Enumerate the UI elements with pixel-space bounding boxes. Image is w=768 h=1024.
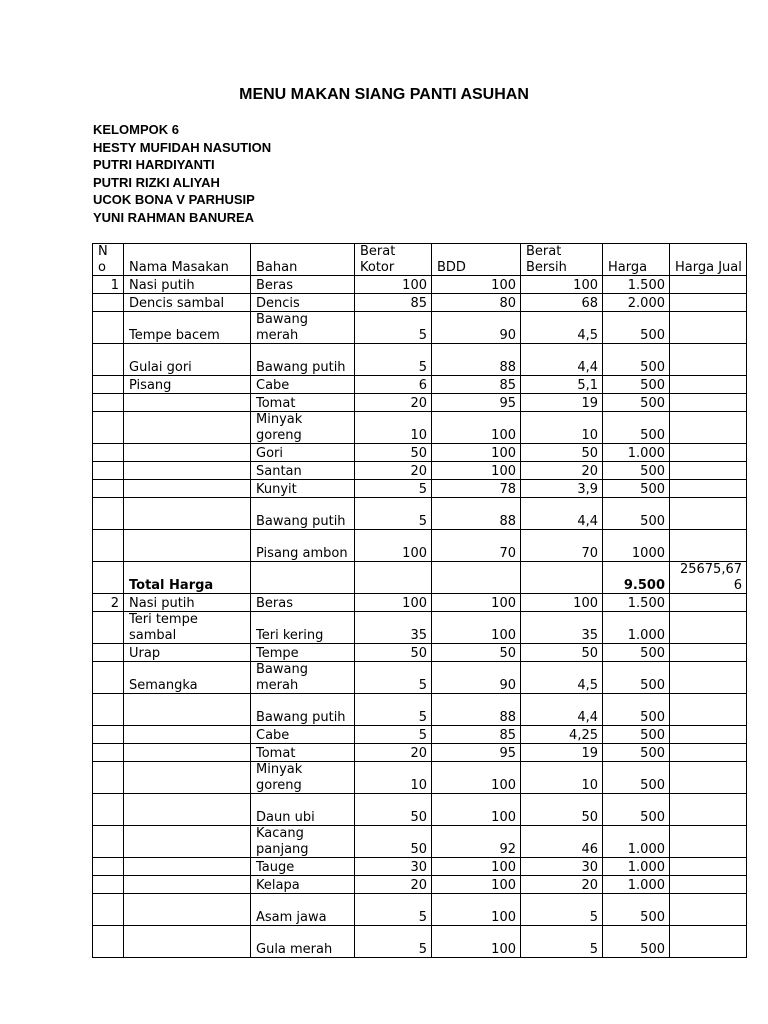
cell-berat-bersih: 5,1 xyxy=(521,376,603,394)
cell-berat-kotor: 5 xyxy=(355,480,432,498)
cell-harga-jual xyxy=(670,726,747,744)
cell-berat-kotor: 5 xyxy=(355,894,432,926)
group-member-list xyxy=(93,121,271,227)
table-row xyxy=(93,826,747,858)
cell-harga: 1.000 xyxy=(603,826,670,858)
cell-no: 1 xyxy=(93,276,124,294)
cell-nama-masakan: Urap xyxy=(124,644,251,662)
cell-bdd: 100 xyxy=(432,594,521,612)
cell-harga: 1.500 xyxy=(603,276,670,294)
cell-bahan: Beras xyxy=(251,276,355,294)
table-row xyxy=(93,530,747,562)
cell-nama-masakan xyxy=(124,412,251,444)
cell-no xyxy=(93,480,124,498)
cell-nama-masakan xyxy=(124,498,251,530)
header-no: N o xyxy=(93,244,124,276)
cell-berat-bersih: 4,4 xyxy=(521,498,603,530)
cell-harga-jual xyxy=(670,744,747,762)
cell-harga: 500 xyxy=(603,376,670,394)
cell-bahan: Teri kering xyxy=(251,612,355,644)
table-row xyxy=(93,394,747,412)
cell-berat-bersih: 10 xyxy=(521,412,603,444)
table-header-row xyxy=(93,244,747,276)
cell-nama-masakan xyxy=(124,480,251,498)
cell-no xyxy=(93,394,124,412)
cell-bdd: 100 xyxy=(432,276,521,294)
cell-berat-bersih: 20 xyxy=(521,876,603,894)
group-name: KELOMPOK 6 xyxy=(93,122,179,137)
cell-harga-jual xyxy=(670,858,747,876)
cell-harga: 500 xyxy=(603,926,670,958)
cell-bdd: 85 xyxy=(432,376,521,394)
cell-harga: 1000 xyxy=(603,530,670,562)
table-row xyxy=(93,344,747,376)
cell-harga-jual xyxy=(670,530,747,562)
table-row xyxy=(93,926,747,958)
cell-berat-kotor: 5 xyxy=(355,926,432,958)
header-nama-masakan: Nama Masakan xyxy=(124,244,251,276)
cell-bahan: Kacang panjang xyxy=(251,826,355,858)
cell-berat-bersih: 50 xyxy=(521,444,603,462)
cell-berat-bersih: 50 xyxy=(521,644,603,662)
cell-berat-kotor: 5 xyxy=(355,344,432,376)
cell-berat-bersih xyxy=(521,562,603,594)
table-row xyxy=(93,462,747,480)
cell-harga-jual xyxy=(670,612,747,644)
cell-no xyxy=(93,726,124,744)
cell-nama-masakan xyxy=(124,858,251,876)
member-name: PUTRI RIZKI ALIYAH xyxy=(93,174,220,190)
page-title: MENU MAKAN SIANG PANTI ASUHAN xyxy=(239,86,529,103)
cell-harga: 500 xyxy=(603,480,670,498)
cell-berat-kotor: 50 xyxy=(355,444,432,462)
cell-no xyxy=(93,694,124,726)
cell-harga: 500 xyxy=(603,312,670,344)
cell-bdd: 90 xyxy=(432,662,521,694)
cell-no xyxy=(93,858,124,876)
table-row xyxy=(93,694,747,726)
cell-harga-jual xyxy=(670,462,747,480)
cell-harga: 1.500 xyxy=(603,594,670,612)
cell-no xyxy=(93,462,124,480)
cell-bdd: 100 xyxy=(432,612,521,644)
cell-bahan: Bawang putih xyxy=(251,498,355,530)
cell-berat-kotor: 100 xyxy=(355,594,432,612)
cell-berat-kotor: 10 xyxy=(355,762,432,794)
cell-berat-kotor: 5 xyxy=(355,694,432,726)
cell-bdd: 80 xyxy=(432,294,521,312)
cell-harga: 1.000 xyxy=(603,876,670,894)
cell-nama-masakan xyxy=(124,726,251,744)
cell-harga-jual xyxy=(670,826,747,858)
cell-berat-bersih: 10 xyxy=(521,762,603,794)
cell-bahan: Cabe xyxy=(251,376,355,394)
cell-harga-jual xyxy=(670,444,747,462)
table-row xyxy=(93,762,747,794)
cell-harga-jual xyxy=(670,894,747,926)
cell-berat-kotor: 20 xyxy=(355,876,432,894)
cell-bahan: Tomat xyxy=(251,394,355,412)
cell-nama-masakan xyxy=(124,762,251,794)
cell-harga-jual xyxy=(670,480,747,498)
cell-bdd: 100 xyxy=(432,444,521,462)
cell-bdd: 78 xyxy=(432,480,521,498)
cell-harga: 500 xyxy=(603,662,670,694)
cell-nama-masakan xyxy=(124,530,251,562)
cell-bdd: 88 xyxy=(432,344,521,376)
menu-table xyxy=(92,243,747,958)
cell-berat-bersih: 5 xyxy=(521,894,603,926)
table-row xyxy=(93,894,747,926)
cell-bahan: Asam jawa xyxy=(251,894,355,926)
table-row xyxy=(93,644,747,662)
header-harga: Harga xyxy=(603,244,670,276)
cell-harga-jual: 25675,676 xyxy=(670,562,747,594)
cell-nama-masakan: Pisang xyxy=(124,376,251,394)
cell-no xyxy=(93,498,124,530)
cell-bdd: 85 xyxy=(432,726,521,744)
cell-berat-bersih: 19 xyxy=(521,744,603,762)
cell-bdd: 70 xyxy=(432,530,521,562)
cell-nama-masakan: Tempe bacem xyxy=(124,312,251,344)
header-bahan: Bahan xyxy=(251,244,355,276)
cell-harga: 1.000 xyxy=(603,858,670,876)
cell-bdd: 100 xyxy=(432,876,521,894)
cell-nama-masakan xyxy=(124,826,251,858)
cell-harga: 500 xyxy=(603,462,670,480)
cell-bahan: Tempe xyxy=(251,644,355,662)
cell-nama-masakan xyxy=(124,444,251,462)
cell-bahan: Bawang putih xyxy=(251,694,355,726)
cell-bahan: Beras xyxy=(251,594,355,612)
cell-harga-jual xyxy=(670,876,747,894)
table-row xyxy=(93,662,747,694)
cell-berat-bersih: 70 xyxy=(521,530,603,562)
cell-bahan: Cabe xyxy=(251,726,355,744)
cell-nama-masakan xyxy=(124,926,251,958)
cell-harga: 500 xyxy=(603,498,670,530)
cell-harga-jual xyxy=(670,498,747,530)
table-row xyxy=(93,612,747,644)
cell-harga-jual xyxy=(670,276,747,294)
cell-bahan: Bawang merah xyxy=(251,662,355,694)
cell-berat-bersih: 68 xyxy=(521,294,603,312)
cell-nama-masakan xyxy=(124,894,251,926)
cell-berat-bersih: 19 xyxy=(521,394,603,412)
cell-nama-masakan xyxy=(124,394,251,412)
table-row xyxy=(93,412,747,444)
total-row xyxy=(93,562,747,594)
cell-no xyxy=(93,344,124,376)
member-name: PUTRI HARDIYANTI xyxy=(93,157,215,173)
table-row xyxy=(93,376,747,394)
cell-bdd: 100 xyxy=(432,858,521,876)
cell-bahan: Dencis xyxy=(251,294,355,312)
cell-bahan: Santan xyxy=(251,462,355,480)
cell-bahan: Tauge xyxy=(251,858,355,876)
cell-bahan: Kelapa xyxy=(251,876,355,894)
cell-no xyxy=(93,662,124,694)
cell-no xyxy=(93,926,124,958)
cell-harga: 500 xyxy=(603,794,670,826)
cell-berat-kotor: 50 xyxy=(355,794,432,826)
cell-harga: 500 xyxy=(603,726,670,744)
table-row xyxy=(93,794,747,826)
cell-no: 2 xyxy=(93,594,124,612)
cell-harga: 500 xyxy=(603,412,670,444)
cell-harga-jual xyxy=(670,694,747,726)
table-row xyxy=(93,498,747,530)
cell-nama-masakan xyxy=(124,694,251,726)
cell-nama-masakan: Total Harga xyxy=(124,562,251,594)
cell-bahan: Gula merah xyxy=(251,926,355,958)
cell-berat-kotor xyxy=(355,562,432,594)
cell-bdd: 100 xyxy=(432,894,521,926)
table-row xyxy=(93,594,747,612)
cell-harga: 500 xyxy=(603,894,670,926)
cell-harga-jual xyxy=(670,294,747,312)
header-berat-bersih: Berat Bersih xyxy=(521,244,603,276)
cell-no xyxy=(93,894,124,926)
cell-no xyxy=(93,376,124,394)
cell-bdd: 100 xyxy=(432,412,521,444)
cell-bdd: 90 xyxy=(432,312,521,344)
cell-berat-kotor: 50 xyxy=(355,644,432,662)
cell-harga: 500 xyxy=(603,394,670,412)
cell-bdd: 100 xyxy=(432,762,521,794)
cell-nama-masakan: Dencis sambal xyxy=(124,294,251,312)
cell-harga: 500 xyxy=(603,344,670,376)
cell-harga: 500 xyxy=(603,694,670,726)
cell-bahan: Bawang merah xyxy=(251,312,355,344)
table-row xyxy=(93,312,747,344)
cell-harga: 500 xyxy=(603,762,670,794)
cell-nama-masakan xyxy=(124,462,251,480)
cell-berat-bersih: 100 xyxy=(521,594,603,612)
cell-berat-kotor: 20 xyxy=(355,744,432,762)
cell-no xyxy=(93,876,124,894)
cell-berat-kotor: 20 xyxy=(355,394,432,412)
cell-berat-kotor: 35 xyxy=(355,612,432,644)
cell-bdd: 88 xyxy=(432,694,521,726)
cell-bdd: 100 xyxy=(432,794,521,826)
cell-harga-jual xyxy=(670,594,747,612)
cell-bahan: Kunyit xyxy=(251,480,355,498)
cell-harga: 2.000 xyxy=(603,294,670,312)
cell-harga: 1.000 xyxy=(603,612,670,644)
cell-berat-bersih: 46 xyxy=(521,826,603,858)
table-row xyxy=(93,294,747,312)
cell-harga: 9.500 xyxy=(603,562,670,594)
cell-berat-bersih: 4,4 xyxy=(521,694,603,726)
cell-berat-kotor: 6 xyxy=(355,376,432,394)
cell-bdd: 100 xyxy=(432,462,521,480)
cell-nama-masakan xyxy=(124,794,251,826)
cell-no xyxy=(93,612,124,644)
cell-nama-masakan: Teri tempe sambal xyxy=(124,612,251,644)
cell-berat-kotor: 100 xyxy=(355,276,432,294)
cell-harga-jual xyxy=(670,312,747,344)
table-row xyxy=(93,858,747,876)
header-berat-kotor: Berat Kotor xyxy=(355,244,432,276)
cell-no xyxy=(93,294,124,312)
cell-bdd: 95 xyxy=(432,744,521,762)
cell-berat-bersih: 4,25 xyxy=(521,726,603,744)
cell-harga-jual xyxy=(670,762,747,794)
cell-berat-bersih: 4,4 xyxy=(521,344,603,376)
cell-bahan: Daun ubi xyxy=(251,794,355,826)
cell-no xyxy=(93,444,124,462)
cell-harga-jual xyxy=(670,412,747,444)
cell-berat-kotor: 50 xyxy=(355,826,432,858)
cell-berat-bersih: 5 xyxy=(521,926,603,958)
table-row xyxy=(93,444,747,462)
cell-berat-kotor: 5 xyxy=(355,662,432,694)
table-row xyxy=(93,726,747,744)
cell-berat-bersih: 20 xyxy=(521,462,603,480)
cell-no xyxy=(93,530,124,562)
cell-berat-kotor: 85 xyxy=(355,294,432,312)
cell-bahan: Bawang putih xyxy=(251,344,355,376)
cell-berat-bersih: 30 xyxy=(521,858,603,876)
cell-bahan xyxy=(251,562,355,594)
cell-berat-bersih: 100 xyxy=(521,276,603,294)
cell-harga-jual xyxy=(670,662,747,694)
table-row xyxy=(93,876,747,894)
cell-berat-kotor: 100 xyxy=(355,530,432,562)
cell-nama-masakan: Nasi putih xyxy=(124,276,251,294)
cell-no xyxy=(93,762,124,794)
cell-harga-jual xyxy=(670,644,747,662)
cell-nama-masakan: Semangka xyxy=(124,662,251,694)
cell-nama-masakan xyxy=(124,876,251,894)
table-row xyxy=(93,744,747,762)
cell-bdd: 100 xyxy=(432,926,521,958)
header-harga-jual: Harga Jual xyxy=(670,244,747,276)
cell-harga: 1.000 xyxy=(603,444,670,462)
cell-no xyxy=(93,744,124,762)
table-row xyxy=(93,480,747,498)
table-body xyxy=(93,276,747,958)
cell-no xyxy=(93,562,124,594)
cell-berat-bersih: 50 xyxy=(521,794,603,826)
table-row xyxy=(93,276,747,294)
cell-no xyxy=(93,312,124,344)
cell-bahan: Minyak goreng xyxy=(251,412,355,444)
cell-no xyxy=(93,794,124,826)
cell-berat-bersih: 4,5 xyxy=(521,662,603,694)
cell-berat-kotor: 30 xyxy=(355,858,432,876)
cell-harga-jual xyxy=(670,344,747,376)
cell-harga: 500 xyxy=(603,744,670,762)
cell-berat-bersih: 35 xyxy=(521,612,603,644)
cell-harga-jual xyxy=(670,794,747,826)
cell-bdd: 50 xyxy=(432,644,521,662)
cell-berat-kotor: 20 xyxy=(355,462,432,480)
cell-bdd: 92 xyxy=(432,826,521,858)
cell-harga-jual xyxy=(670,926,747,958)
cell-harga-jual xyxy=(670,394,747,412)
cell-harga-jual xyxy=(670,376,747,394)
header-bdd: BDD xyxy=(432,244,521,276)
cell-bahan: Minyak goreng xyxy=(251,762,355,794)
cell-bahan: Tomat xyxy=(251,744,355,762)
cell-harga: 500 xyxy=(603,644,670,662)
cell-berat-bersih: 4,5 xyxy=(521,312,603,344)
cell-berat-bersih: 3,9 xyxy=(521,480,603,498)
cell-nama-masakan: Gulai gori xyxy=(124,344,251,376)
cell-bdd: 88 xyxy=(432,498,521,530)
cell-no xyxy=(93,644,124,662)
cell-berat-kotor: 5 xyxy=(355,498,432,530)
member-name: YUNI RAHMAN BANUREA xyxy=(93,209,255,225)
cell-bahan: Pisang ambon xyxy=(251,530,355,562)
cell-nama-masakan: Nasi putih xyxy=(124,594,251,612)
member-name: UCOK BONA V PARHUSIP xyxy=(93,192,255,208)
cell-berat-kotor: 5 xyxy=(355,312,432,344)
member-name: HESTY MUFIDAH NASUTION xyxy=(93,139,272,155)
cell-berat-kotor: 5 xyxy=(355,726,432,744)
cell-bdd xyxy=(432,562,521,594)
cell-no xyxy=(93,826,124,858)
cell-bahan: Gori xyxy=(251,444,355,462)
cell-no xyxy=(93,412,124,444)
cell-bdd: 95 xyxy=(432,394,521,412)
cell-nama-masakan xyxy=(124,744,251,762)
cell-berat-kotor: 10 xyxy=(355,412,432,444)
